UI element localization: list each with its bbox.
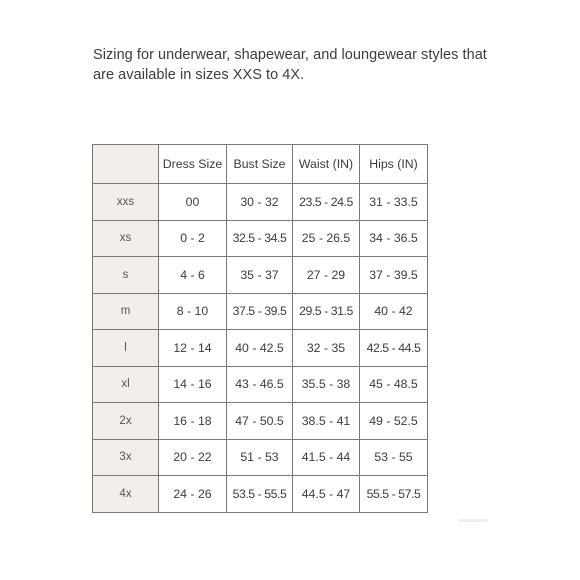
bust-size-cell: 35 - 37 <box>227 257 293 294</box>
hips-cell: 45 - 48.5 <box>360 366 428 403</box>
header-hips: Hips (IN) <box>360 145 428 184</box>
waist-cell: 41.5 - 44 <box>293 439 360 476</box>
size-label-cell: xxs <box>93 184 159 221</box>
dress-size-cell: 8 - 10 <box>159 293 227 330</box>
size-label-cell: l <box>93 330 159 367</box>
table-row <box>93 403 428 440</box>
intro-text <box>93 45 533 85</box>
hips-cell: 31 - 33.5 <box>360 184 428 221</box>
table-row <box>93 257 428 294</box>
header-corner-cell <box>93 145 159 184</box>
waist-cell: 44.5 - 47 <box>293 476 360 513</box>
hips-cell: 49 - 52.5 <box>360 403 428 440</box>
size-label-cell: xs <box>93 220 159 257</box>
table-row <box>93 476 428 513</box>
waist-cell: 32 - 35 <box>293 330 360 367</box>
hips-cell: 42.5 - 44.5 <box>360 330 428 367</box>
waist-cell: 29.5 - 31.5 <box>293 293 360 330</box>
bust-size-cell: 51 - 53 <box>227 439 293 476</box>
waist-cell: 25 - 26.5 <box>293 220 360 257</box>
size-label-cell: xl <box>93 366 159 403</box>
bust-size-cell: 47 - 50.5 <box>227 403 293 440</box>
size-chart-table <box>92 144 428 513</box>
dress-size-cell: 14 - 16 <box>159 366 227 403</box>
bust-size-cell: 32.5 - 34.5 <box>227 220 293 257</box>
dress-size-cell: 24 - 26 <box>159 476 227 513</box>
dress-size-cell: 4 - 6 <box>159 257 227 294</box>
hips-cell: 34 - 36.5 <box>360 220 428 257</box>
table-row <box>93 220 428 257</box>
dress-size-cell: 0 - 2 <box>159 220 227 257</box>
intro-line-2: are available in sizes XXS to 4X. <box>93 67 305 83</box>
hips-cell: 53 - 55 <box>360 439 428 476</box>
dress-size-cell: 00 <box>159 184 227 221</box>
bust-size-cell: 53.5 - 55.5 <box>227 476 293 513</box>
bust-size-cell: 37.5 - 39.5 <box>227 293 293 330</box>
size-label-cell: 4x <box>93 476 159 513</box>
table-row <box>93 293 428 330</box>
waist-cell: 35.5 - 38 <box>293 366 360 403</box>
waist-cell: 38.5 - 41 <box>293 403 360 440</box>
dress-size-cell: 16 - 18 <box>159 403 227 440</box>
dress-size-cell: 12 - 14 <box>159 330 227 367</box>
table-row <box>93 330 428 367</box>
bust-size-cell: 43 - 46.5 <box>227 366 293 403</box>
header-bust-size: Bust Size <box>227 145 293 184</box>
size-label-cell: m <box>93 293 159 330</box>
hips-cell: 55.5 - 57.5 <box>360 476 428 513</box>
bust-size-cell: 40 - 42.5 <box>227 330 293 367</box>
size-label-cell: 2x <box>93 403 159 440</box>
table-row <box>93 184 428 221</box>
waist-cell: 27 - 29 <box>293 257 360 294</box>
size-label-cell: 3x <box>93 439 159 476</box>
waist-cell: 23.5 - 24.5 <box>293 184 360 221</box>
table-row <box>93 366 428 403</box>
header-row <box>93 145 428 184</box>
header-dress-size: Dress Size <box>159 145 227 184</box>
size-label-cell: s <box>93 257 159 294</box>
faint-divider-mark <box>458 519 488 522</box>
dress-size-cell: 20 - 22 <box>159 439 227 476</box>
hips-cell: 37 - 39.5 <box>360 257 428 294</box>
header-waist: Waist (IN) <box>293 145 360 184</box>
table-row <box>93 439 428 476</box>
hips-cell: 40 - 42 <box>360 293 428 330</box>
intro-line-1: Sizing for underwear, shapewear, and loungewear styles that <box>93 47 487 63</box>
bust-size-cell: 30 - 32 <box>227 184 293 221</box>
